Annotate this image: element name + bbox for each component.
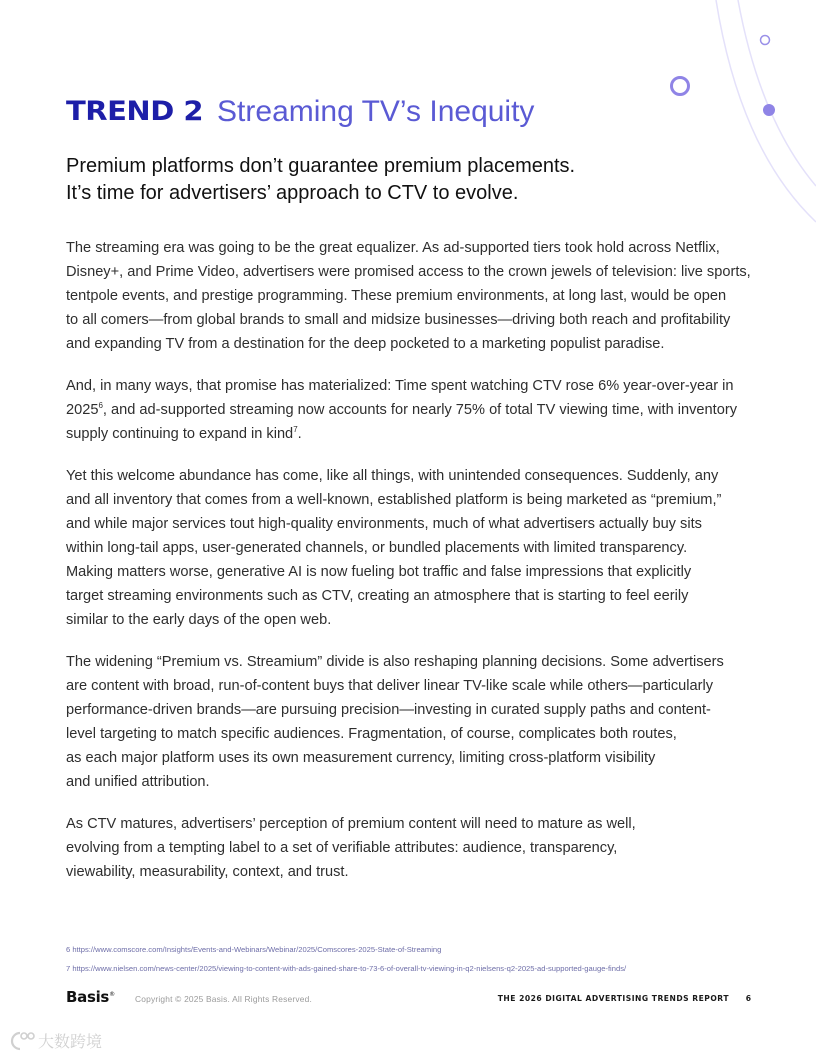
text-line xyxy=(66,398,766,422)
text-line: target streaming environments such as CTV, creating an atmosphere that is starting to feel eerily xyxy=(66,588,689,604)
watermark-text: 大数跨境 xyxy=(38,1032,103,1051)
text-fragment: supply continuing to expand in kind xyxy=(66,426,294,442)
decorative-dot-small-ring xyxy=(761,36,770,45)
text-line: performance-driven brands—are pursuing precision—investing in curated supply paths and content- xyxy=(66,702,711,718)
paragraph xyxy=(66,464,766,632)
text-line: Disney+, and Prime Video, advertisers were promised access to the crown jewels of television: live sports, xyxy=(66,264,751,280)
footnote-ref-6[interactable]: 6 xyxy=(98,401,103,411)
subheadline-line: It’s time for advertisers’ approach to CTV to evolve. xyxy=(66,182,519,204)
text-line: The widening “Premium vs. Streamium” divide is also reshaping planning decisions. Some advertisers xyxy=(66,654,724,670)
article-body xyxy=(66,236,766,902)
paragraph xyxy=(66,812,766,884)
text-line: and all inventory that comes from a well-known, established platform is being marketed as “premium,” xyxy=(66,492,722,508)
footnotes xyxy=(66,940,766,978)
watermark-logo-icon xyxy=(8,1030,38,1052)
page-number: 6 xyxy=(745,994,751,1003)
decorative-arc-outer xyxy=(738,0,816,186)
text-line: level targeting to match specific audiences. Fragmentation, of course, complicates both routes, xyxy=(66,726,677,742)
text-line: tentpole events, and prestige programming. These premium environments, at long last, would be open xyxy=(66,288,727,304)
text-line: as each major platform uses its own measurement currency, limiting cross-platform visibility xyxy=(66,750,656,766)
text-fragment: . xyxy=(297,426,302,442)
footnote-7-link[interactable]: 7 https://www.nielsen.com/news-center/2025/viewing-to-content-with-ads-gained-share-to-73-6-of-overall-tv-viewing-in-q2-nielsens-q2-2025-ad-supported-gauge-finds/ xyxy=(66,964,627,973)
paragraph xyxy=(66,236,766,356)
subheadline-line: Premium platforms don’t guarantee premium placements. xyxy=(66,155,576,177)
text-line: similar to the early days of the open web. xyxy=(66,612,332,628)
text-line: viewability, measurability, context, and trust. xyxy=(66,864,349,880)
text-line: evolving from a tempting label to a set of verifiable attributes: audience, transparency, xyxy=(66,840,618,856)
copyright-notice: Copyright © 2025 Basis. All Rights Reserved. xyxy=(135,994,312,1004)
text-line: are content with broad, run-of-content buys that deliver linear TV-like scale while others—particularly xyxy=(66,678,714,694)
text-line: The streaming era was going to be the great equalizer. As ad-supported tiers took hold across Netflix, xyxy=(66,240,720,256)
trademark-mark: ® xyxy=(109,991,115,998)
text-fragment: , and ad-supported streaming now accounts for nearly 75% of total TV viewing time, with inventory xyxy=(102,402,737,418)
trend-title: Streaming TV’s Inequity xyxy=(217,95,535,128)
text-line: Making matters worse, generative AI is now fueling bot traffic and false impressions that explicitly xyxy=(66,564,692,580)
paragraph xyxy=(66,650,766,794)
text-line: within long-tail apps, user-generated channels, or bundled placements with limited transparency. xyxy=(66,540,688,556)
text-line: and unified attribution. xyxy=(66,774,210,790)
subheadline xyxy=(66,153,706,207)
page-footer xyxy=(66,988,751,1008)
logo-text: Basis xyxy=(66,988,110,1006)
report-title: THE 2026 DIGITAL ADVERTISING TRENDS REPORT xyxy=(497,994,729,1003)
text-line: to all comers—from global brands to small and midsize businesses—driving both reach and profitability xyxy=(66,312,731,328)
basis-logo xyxy=(66,988,115,1006)
text-line: And, in many ways, that promise has materialized: Time spent watching CTV rose 6% year-over-year in xyxy=(66,378,734,394)
decorative-arc-inner xyxy=(716,0,816,222)
text-line: and expanding TV from a destination for the deep pocketed to a marketing populist paradise. xyxy=(66,336,665,352)
text-line xyxy=(66,422,766,446)
decorative-dot-ring xyxy=(672,78,689,95)
trend-label: TREND 2 xyxy=(66,95,204,127)
text-line: and while major services tout high-quality environments, much of what advertisers actually buy sits xyxy=(66,516,702,532)
text-line: Yet this welcome abundance has come, like all things, with unintended consequences. Suddenly, any xyxy=(66,468,719,484)
footnote-6-link[interactable]: 6 https://www.comscore.com/Insights/Events-and-Webinars/Webinar/2025/Comscores-2025-State-of-Streaming xyxy=(66,945,442,954)
trend-header xyxy=(66,94,534,129)
footnote-ref-7[interactable]: 7 xyxy=(293,425,298,435)
decorative-dot-filled xyxy=(763,104,775,116)
paragraph xyxy=(66,374,766,446)
text-line: As CTV matures, advertisers’ perception of premium content will need to mature as well, xyxy=(66,816,636,832)
watermark xyxy=(8,1029,102,1052)
text-fragment: 2025 xyxy=(66,402,99,418)
